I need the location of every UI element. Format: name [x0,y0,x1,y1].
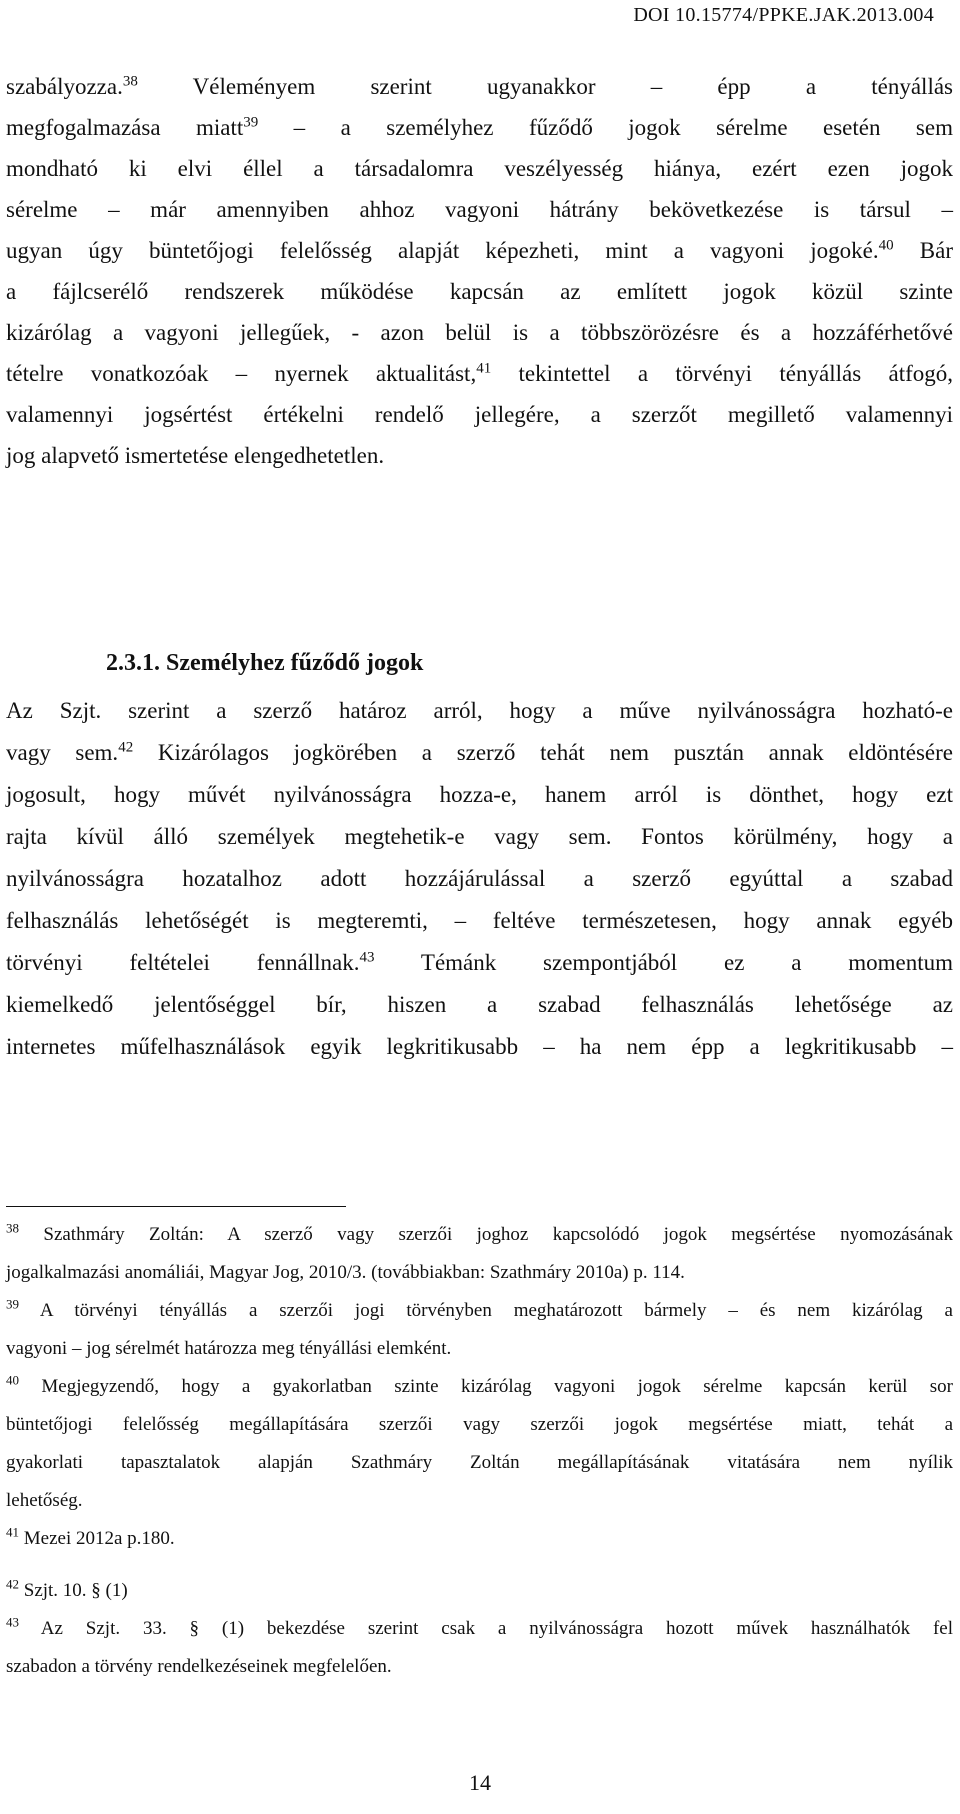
footnote-line [6,1330,953,1368]
footnote-reference[interactable]: 42 [118,739,134,756]
text-run: Témánk szempontjából ez a momentum [374,950,953,975]
footnote-text: jogalkalmazási anomáliái, Magyar Jog, 2010/3. (továbbiakban: Szathmáry 2010a) p. 114. [6,1262,685,1283]
body-paragraph-2 [6,690,953,1068]
text-run: ugyan úgy büntetőjogi felelősség alapját képezheti, mint a vagyoni jogoké. [6,238,879,263]
footnote-reference[interactable]: 40 [878,237,894,254]
text-run: felhasználás lehetőségét is megteremti, – feltéve természetesen, hogy annak egyéb [6,908,953,933]
footnote-43 [6,1610,953,1686]
text-line [6,732,953,774]
footnote-line [6,1520,953,1558]
footnote-line [6,1648,953,1686]
footnote-line [6,1444,953,1482]
text-run: a fájlcserélő rendszerek működése kapcsán az említett jogok közül szinte [6,279,953,304]
text-line [6,148,953,189]
text-run: törvényi feltételei fennállnak. [6,950,360,975]
text-line [6,690,953,732]
body-paragraph-1 [6,66,953,476]
doi-header: DOI 10.15774/PPKE.JAK.2013.004 [633,4,934,26]
text-line [6,230,953,271]
text-line [6,107,953,148]
text-run: kiemelkedő jelentőséggel bír, hiszen a szabad felhasználás lehetősége az [6,992,953,1017]
footnote-40 [6,1368,953,1520]
footnote-text: Az Szjt. 33. § (1) bekezdése szerint csak a nyilvánosságra hozott művek használhatók fel [19,1618,953,1639]
footnote-text: szabadon a törvény rendelkezéseinek megfelelően. [6,1656,392,1677]
footnote-number: 42 [6,1576,19,1592]
text-line [6,942,953,984]
text-run: jogosult, hogy művét nyilvánosságra hozza-e, hanem arról is dönthet, hogy ezt [6,782,953,807]
footnote-text: büntetőjogi felelősség megállapítására szerzői vagy szerzői jogok megsértése miatt, tehát a [6,1414,953,1435]
text-line [6,271,953,312]
footnote-reference[interactable]: 41 [476,360,492,377]
text-run: Bár [893,238,953,263]
text-run: sérelme – már amennyiben ahhoz vagyoni hátrány bekövetkezése is társul – [6,197,953,222]
footnote-text: vagyoni – jog sérelmét határozza meg tényállási elemként. [6,1338,452,1359]
footnote-reference[interactable]: 43 [359,949,375,966]
text-run: szabályozza. [6,74,123,99]
footnote-text: A törvényi tényállás a szerzői jogi törvényben meghatározott bármely – és nem kizárólag a [19,1300,953,1321]
text-line [6,816,953,858]
text-run: valamennyi jogsértést értékelni rendelő jellegére, a szerzőt megillető valamennyi [6,402,953,427]
text-run: Kizárólagos jogkörében a szerző tehát nem pusztán annak eldöntésére [133,740,953,765]
text-line [6,900,953,942]
footnote-number: 40 [6,1372,19,1388]
text-line [6,394,953,435]
text-run: kizárólag a vagyoni jellegűek, - azon belül is a többszörözésre és a hozzáférhetővé [6,320,953,345]
footnote-number: 39 [6,1296,19,1312]
text-run: Véleményem szerint ugyanakkor – épp a tényállás [137,74,953,99]
footnote-text: Mezei 2012a p.180. [19,1528,175,1549]
text-line [6,353,953,394]
footnote-38 [6,1216,953,1292]
text-run: tekintettel a törvényi tényállás átfogó, [491,361,953,386]
footnote-text: Megjegyzendő, hogy a gyakorlatban szinte kizárólag vagyoni jogok sérelme kapcsán kerül sor [19,1376,953,1397]
text-run: vagy sem. [6,740,119,765]
footnote-number: 43 [6,1614,19,1630]
footnote-text: Szjt. 10. § (1) [19,1580,128,1601]
footnote-line [6,1610,953,1648]
footnote-line [6,1216,953,1254]
text-run: megfogalmazása miatt [6,115,244,140]
footnote-line [6,1254,953,1292]
text-line [6,189,953,230]
footnote-line [6,1406,953,1444]
footnote-text: gyakorlati tapasztalatok alapján Szathmáry Zoltán megállapításának vitatására nem nyílik [6,1452,953,1473]
footnote-reference[interactable]: 39 [243,114,259,131]
footnote-line [6,1482,953,1520]
text-line [6,66,953,107]
text-run: internetes műfelhasználások egyik legkritikusabb – ha nem épp a legkritikusabb – [6,1034,953,1059]
text-run: nyilvánosságra hozatalhoz adott hozzájárulással a szerző egyúttal a szabad [6,866,953,891]
page-number: 14 [469,1770,491,1795]
footnote-separator [6,1206,346,1207]
text-run: Az Szjt. szerint a szerző határoz arról, hogy a műve nyilvánosságra hozható-e [6,698,953,723]
text-run: tételre vonatkozóak – nyernek aktualitást, [6,361,477,386]
footnote-line [6,1572,953,1610]
text-run: – a személyhez fűződő jogok sérelme esetén sem [258,115,953,140]
text-run: rajta kívül álló személyek megtehetik-e vagy sem. Fontos körülmény, hogy a [6,824,953,849]
footnotes [6,1216,953,1686]
text-line [6,984,953,1026]
text-run: jog alapvető ismertetése elengedhetetlen. [6,443,385,468]
text-line [6,774,953,816]
text-run: mondható ki elvi éllel a társadalomra veszélyesség hiánya, ezért ezen jogok [6,156,953,181]
text-line [6,435,953,476]
footnote-line [6,1368,953,1406]
footnote-text: lehetőség. [6,1490,83,1511]
footnote-39 [6,1292,953,1368]
footnote-reference[interactable]: 38 [122,73,138,90]
text-line [6,1026,953,1068]
footnote-text: Szathmáry Zoltán: A szerző vagy szerzői joghoz kapcsolódó jogok megsértése nyomozásának [19,1224,953,1245]
footnote-41 [6,1520,953,1558]
footnote-number: 38 [6,1220,19,1236]
section-heading: 2.3.1. Személyhez fűződő jogok [106,650,424,676]
footnote-number: 41 [6,1524,19,1540]
footnote-line [6,1292,953,1330]
footnote-42 [6,1572,953,1610]
text-line [6,858,953,900]
text-line [6,312,953,353]
